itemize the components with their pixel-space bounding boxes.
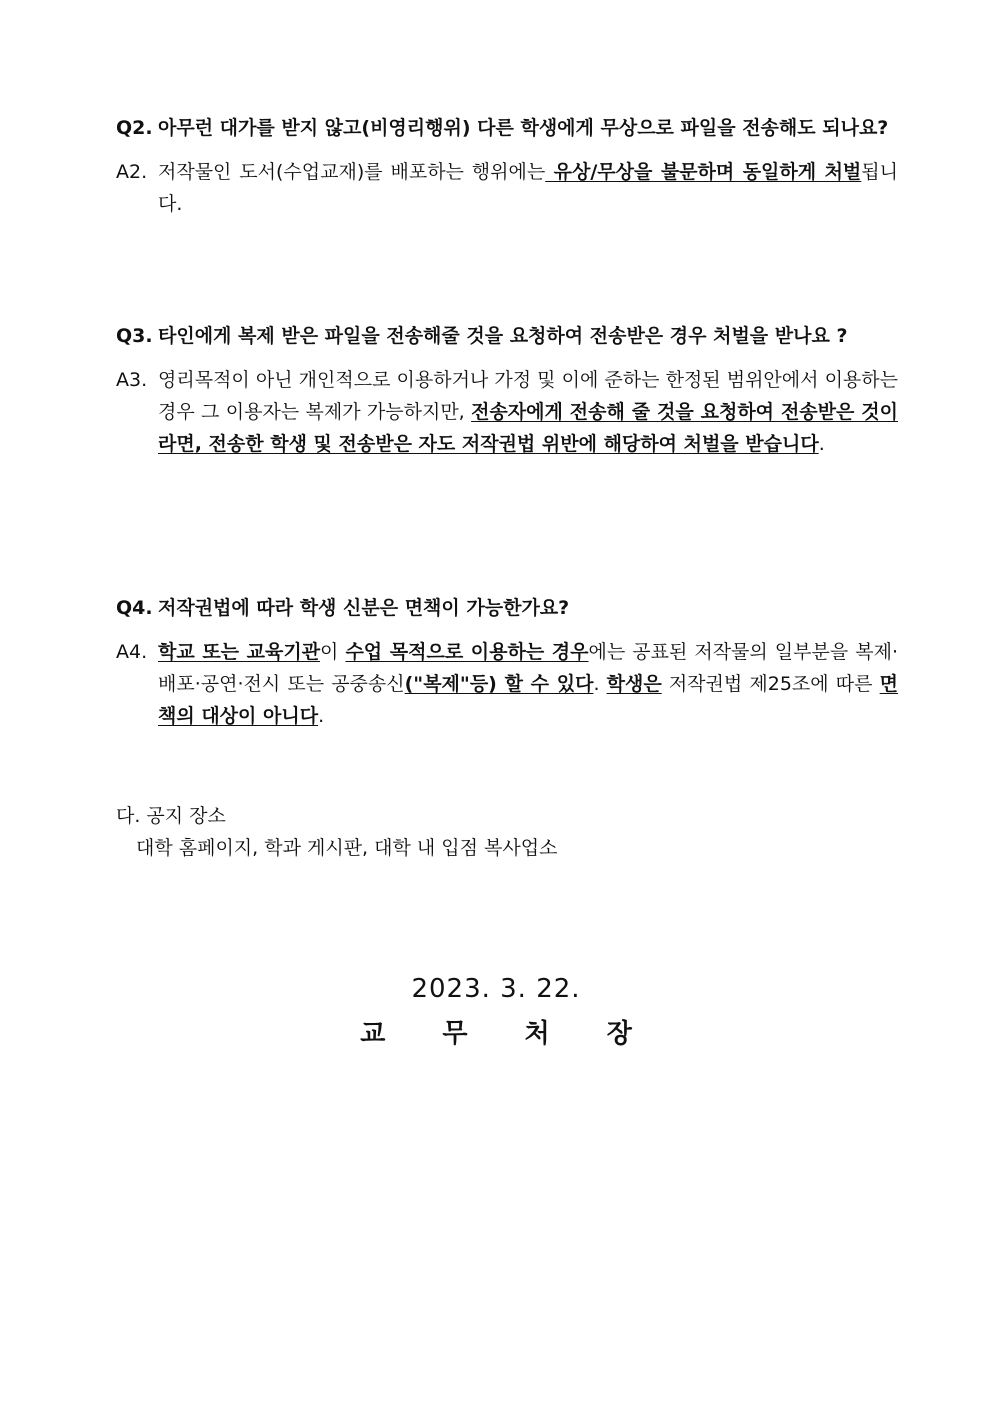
answer-emphasis: 수업 목적으로 이용하는 경우: [345, 641, 589, 663]
qa-block-2: [116, 112, 898, 220]
notice-section: [116, 800, 557, 864]
answer-plain: .: [593, 673, 607, 695]
answer-2: [116, 156, 898, 220]
answer-text: [158, 156, 898, 220]
answer-plain: 영리목적이 아닌 개인적으로 이용하거나 가정 및 이에 준하는 한정된 범위안에서 이용하는 경우 그 이용자는 복제가 가능하지만,: [158, 369, 898, 423]
qa-block-4: [116, 592, 898, 732]
answer-label: A4.: [116, 641, 148, 663]
question-4: [116, 592, 898, 624]
answer-label: A3.: [116, 369, 148, 391]
question-text: 아무런 대가를 받지 않고(비영리행위) 다른 학생에게 무상으로 파일을 전송해도 되나요?: [158, 117, 889, 139]
answer-emphasis: 학생은: [606, 673, 662, 695]
answer-plain: 저작물인 도서(수업교재)를 배포하는 행위에는: [158, 161, 546, 183]
answer-emphasis: 유상/무상을 불문하며 동일하게 처벌: [545, 161, 862, 183]
document-date: 2023. 3. 22.: [411, 974, 581, 1004]
signatory-office: 교 무 처 장: [360, 1019, 656, 1049]
question-2: [116, 112, 898, 144]
answer-label: A2.: [116, 161, 148, 183]
notice-locations: 대학 홈페이지, 학과 게시판, 대학 내 입점 복사업소: [136, 837, 558, 859]
answer-emphasis: 면책의 대상이 아니다: [158, 673, 898, 727]
answer-plain: 됩니다.: [158, 161, 898, 215]
answer-emphasis: 전송자에게 전송해 줄 것을 요청하여 전송받은 것이라면, 전송한 학생 및 전송받은 자도 저작권법 위반에 해당하여 처벌을 받습니다: [158, 401, 898, 455]
notice-heading: 다. 공지 장소: [116, 805, 226, 827]
answer-plain: .: [318, 705, 325, 727]
question-3: [116, 320, 898, 352]
answer-plain: 이: [320, 641, 346, 663]
answer-plain: 저작권법 제25조에 따른: [661, 673, 880, 695]
question-text: 타인에게 복제 받은 파일을 전송해줄 것을 요청하여 전송받은 경우 처벌을 받나요 ?: [158, 325, 848, 347]
question-label: Q3.: [116, 325, 153, 347]
question-label: Q2.: [116, 117, 153, 139]
answer-plain: 에는 공표된 저작물의 일부분을 복제·배포·공연·전시 또는 공중송신: [158, 641, 898, 695]
answer-4: [116, 636, 898, 732]
answer-emphasis: ("복제"등) 할 수 있다: [404, 673, 594, 695]
qa-block-3: [116, 320, 898, 460]
answer-text: [158, 364, 898, 460]
answer-plain: .: [818, 433, 825, 455]
answer-emphasis: 학교 또는 교육기관: [158, 641, 321, 663]
question-text: 저작권법에 따라 학생 신분은 면책이 가능한가요?: [158, 597, 570, 619]
question-label: Q4.: [116, 597, 153, 619]
answer-3: [116, 364, 898, 460]
answer-text: [158, 636, 898, 732]
